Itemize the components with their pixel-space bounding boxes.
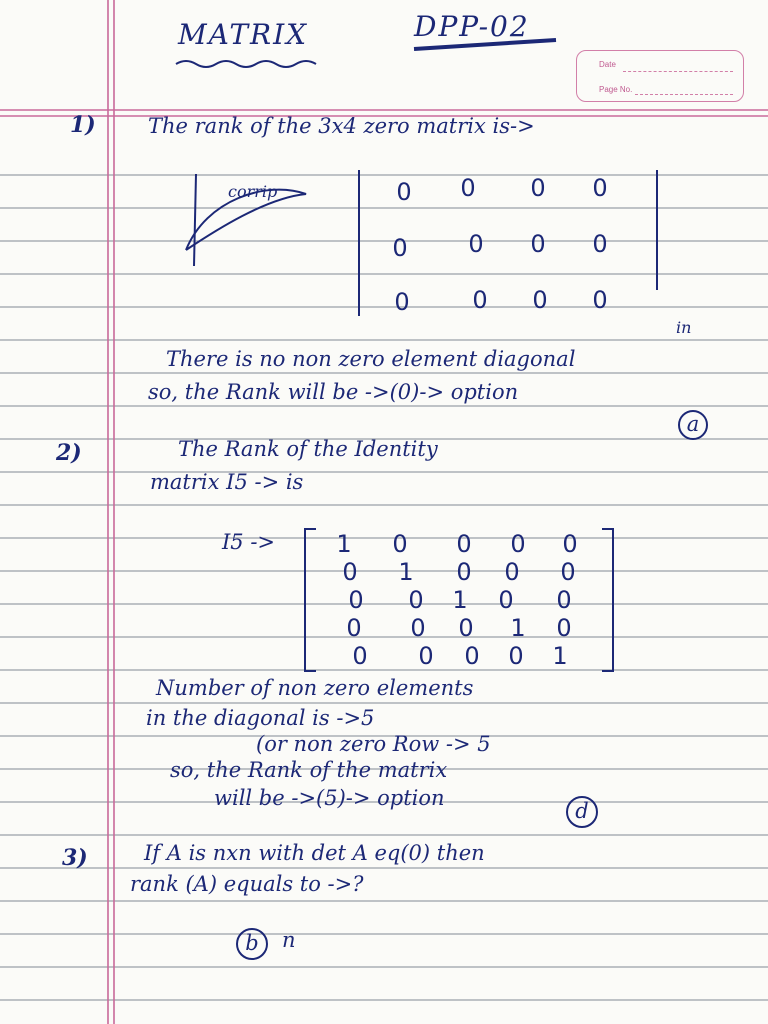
q2-cell-0-1: 0 xyxy=(392,530,408,558)
q2-cell-1-4: 0 xyxy=(560,558,576,586)
q2-cell-0-4: 0 xyxy=(562,530,578,558)
q1-cell-0-2: 0 xyxy=(530,174,546,202)
q2-question: The Rank of the Identity xyxy=(178,437,438,461)
date-page-stamp xyxy=(576,50,744,102)
q2-cell-3-1: 0 xyxy=(410,614,426,642)
q2-question-line-2: matrix I5 -> is xyxy=(150,470,304,494)
q2-cell-4-1: 0 xyxy=(418,642,434,670)
q2-cell-3-0: 0 xyxy=(346,614,362,642)
q2-cell-1-2: 0 xyxy=(456,558,472,586)
q2-option-circle: d xyxy=(566,796,598,828)
q2-line-1: Number of non zero elements xyxy=(156,676,474,700)
q1-note-small: in xyxy=(676,318,692,337)
q1-cell-2-3: 0 xyxy=(592,286,608,314)
q2-line-4: so, the Rank of the matrix xyxy=(170,758,448,782)
stamp-date-label: Date xyxy=(599,60,616,69)
q3-question: If A is nxn with det A eq(0) then xyxy=(144,841,485,865)
q2-cell-4-2: 0 xyxy=(464,642,480,670)
q2-cell-1-3: 0 xyxy=(504,558,520,586)
q2-line-5: will be ->(5)-> option xyxy=(214,786,445,810)
q1-line-1: There is no non zero element diagonal xyxy=(166,347,576,371)
q1-cell-0-0: 0 xyxy=(396,178,412,206)
q1-line-2: so, the Rank will be ->(0)-> option xyxy=(148,380,519,404)
stamp-page-label: Page No. xyxy=(599,85,633,94)
q2-cell-4-3: 0 xyxy=(508,642,524,670)
q1-number: 1) xyxy=(70,112,96,138)
q2-cell-0-3: 0 xyxy=(510,530,526,558)
page-title: MATRIX xyxy=(178,18,309,51)
q1-scribble-text: corrip xyxy=(228,182,278,201)
page-code: DPP-02 xyxy=(414,10,530,43)
q2-cell-3-3: 1 xyxy=(510,614,526,642)
q3-answer-option-circle: b xyxy=(236,928,268,960)
q2-cell-2-1: 0 xyxy=(408,586,424,614)
q3-question-line-2: rank (A) equals to ->? xyxy=(130,872,364,896)
q2-cell-2-3: 0 xyxy=(498,586,514,614)
q3-number: 3) xyxy=(62,845,88,871)
q2-number: 2) xyxy=(56,440,82,466)
q2-matrix-label: I5 -> xyxy=(222,530,276,554)
q2-identity-matrix xyxy=(304,528,614,674)
q2-cell-0-0: 1 xyxy=(336,530,352,558)
q2-cell-2-0: 0 xyxy=(348,586,364,614)
q2-line-3: (or non zero Row -> 5 xyxy=(256,732,491,756)
q1-cell-2-2: 0 xyxy=(532,286,548,314)
q2-cell-3-2: 0 xyxy=(458,614,474,642)
q1-zero-matrix xyxy=(358,170,658,318)
q2-cell-4-0: 0 xyxy=(352,642,368,670)
q3-answer: n xyxy=(282,928,296,952)
q2-cell-1-0: 0 xyxy=(342,558,358,586)
q1-option-circle: a xyxy=(678,410,708,440)
q2-cell-0-2: 0 xyxy=(456,530,472,558)
q1-cell-0-3: 0 xyxy=(592,174,608,202)
q1-cell-1-2: 0 xyxy=(530,230,546,258)
q1-cell-1-3: 0 xyxy=(592,230,608,258)
q2-cell-3-4: 0 xyxy=(556,614,572,642)
q1-cell-2-1: 0 xyxy=(472,286,488,314)
q2-line-2: in the diagonal is ->5 xyxy=(146,706,375,730)
q1-cell-1-0: 0 xyxy=(392,234,408,262)
q2-cell-2-2: 1 xyxy=(452,586,468,614)
q1-cell-0-1: 0 xyxy=(460,174,476,202)
q1-question: The rank of the 3x4 zero matrix is-> xyxy=(148,114,535,138)
q1-cell-1-1: 0 xyxy=(468,230,484,258)
q2-cell-1-1: 1 xyxy=(398,558,414,586)
q1-cell-2-0: 0 xyxy=(394,288,410,316)
q2-cell-4-4: 1 xyxy=(552,642,568,670)
q2-cell-2-4: 0 xyxy=(556,586,572,614)
